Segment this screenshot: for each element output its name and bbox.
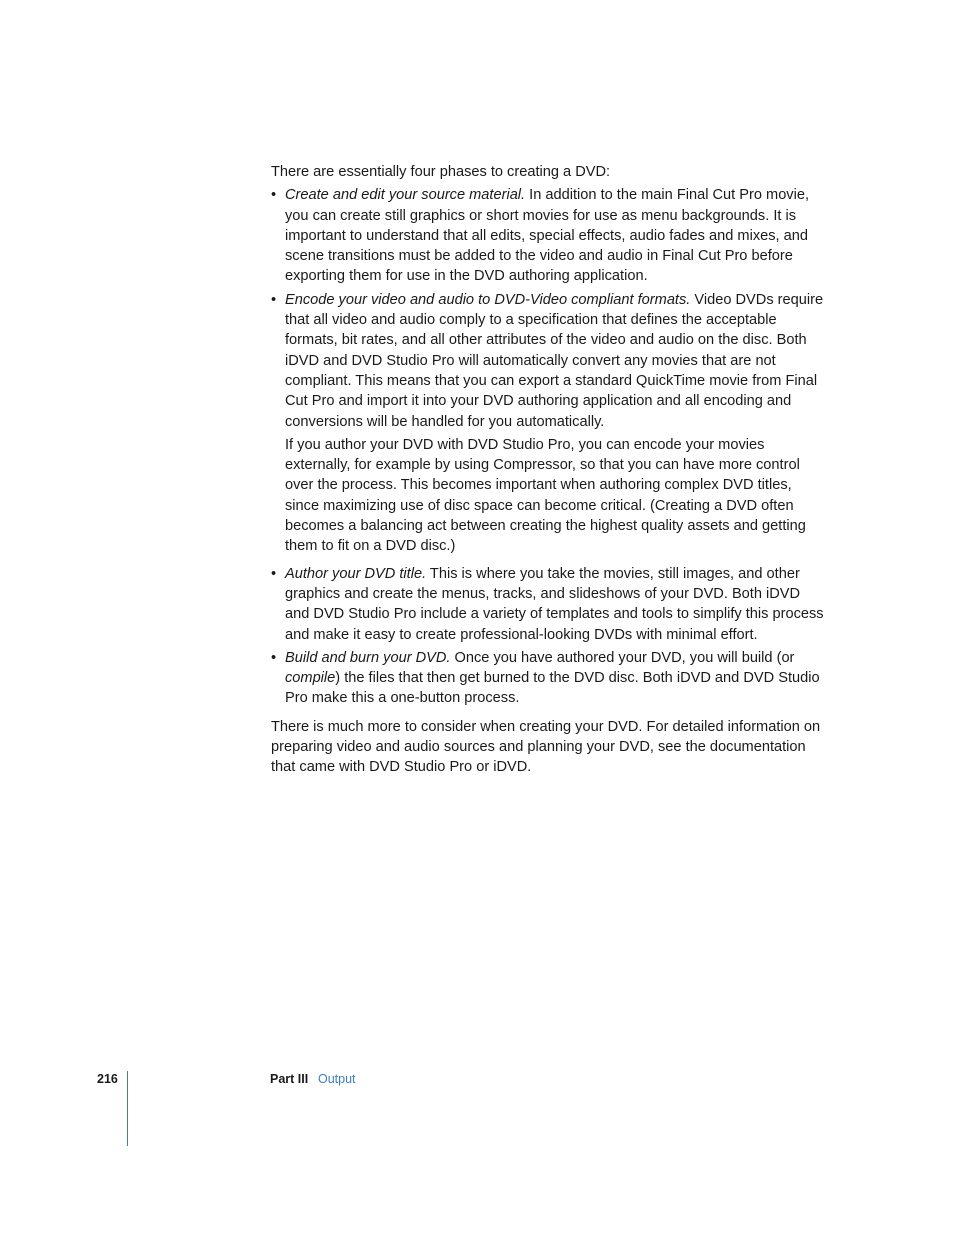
phase-list [271,185,827,708]
list-item [271,185,827,286]
list-item-lead: Encode your video and audio to DVD-Video compliant formats. [285,291,691,308]
footer-divider [127,1071,128,1146]
page-number: 216 [97,1072,118,1086]
list-item-text [285,564,827,645]
bullet-mark: • [271,291,277,308]
list-item [271,290,827,557]
list-item-lead: Author your DVD title. [285,565,427,582]
list-item-body: Video DVDs require that all video and audio comply to a specification that defines the acceptable formats, bit rates, and all other attributes of the video and audio on the disc. Both iDVD and DVD Studio Pro will automatically convert any movies that are not compliant. This means that you can export a standard QuickTime movie from Final Cut Pro and import it into your DVD authoring application and all encoding and conversions will be handled for you automatically. [285,291,824,430]
footer-part-label: Part III [270,1072,309,1086]
list-item-text [285,290,827,432]
list-item-lead: Create and edit your source material. [285,187,526,204]
list-item [271,564,827,645]
list-item-body: This is where you take the movies, still images, and other graphics and create the menus, tracks, and slideshows of your DVD. Both iDVD and DVD Studio Pro include a variety of templates and tools to simplify this process and make it easy to create professional-looking DVDs with minimal effort. [285,565,824,643]
list-item-body-cont: ) the files that then get burned to the DVD disc. Both iDVD and DVD Studio Pro make this a one-button process. [285,670,820,707]
closing-paragraph: There is much more to consider when creating your DVD. For detailed information on preparing video and audio sources and planning your DVD, see the documentation that came with DVD Studio Pro or iDVD. [271,718,821,776]
page-body [271,162,827,778]
list-item-subparagraph: If you author your DVD with DVD Studio Pro, you can encode your movies externally, for example by using Compressor, so that you can have more control over the process. This becomes important when authoring complex DVD titles, since maximizing use of disc space can become critical. (Creating a DVD often becomes a balancing act between creating the highest quality assets and getting them to fit on a DVD disc.) [285,436,806,555]
bullet-mark: • [271,187,277,204]
bullet-mark: • [271,649,277,666]
intro-paragraph: There are essentially four phases to creating a DVD: [271,164,611,180]
list-item-lead: Build and burn your DVD. [285,649,451,666]
list-item-text [285,185,827,286]
footer-section-link[interactable]: Output [318,1072,356,1086]
bullet-mark: • [271,565,277,582]
list-item [271,648,827,709]
list-item-body: Once you have authored your DVD, you will build (or [450,649,795,666]
list-item-text [285,648,827,709]
list-item-body: In addition to the main Final Cut Pro movie, you can create still graphics or short movies for use as menu backgrounds. It is important to understand that all edits, special effects, audio fades and mixes, and scene transitions must be added to the video and audio in Final Cut Pro before exporting them for use in the DVD authoring application. [285,187,810,285]
term-compile: compile [285,670,336,687]
